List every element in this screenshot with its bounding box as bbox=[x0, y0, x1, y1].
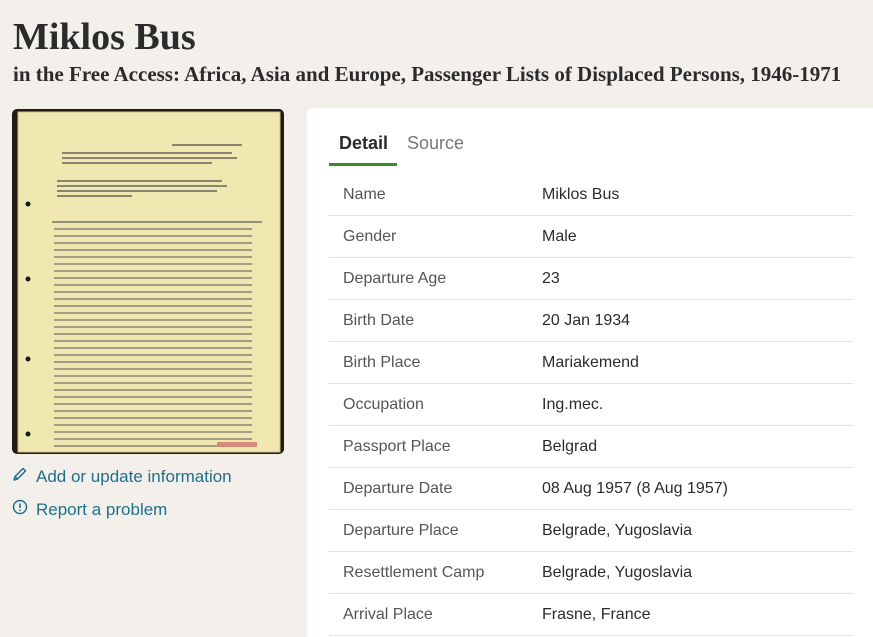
detail-row-resettlement-camp bbox=[329, 552, 853, 594]
detail-label: Departure Date bbox=[343, 479, 453, 497]
tab-bar bbox=[329, 130, 473, 166]
detail-value: Belgrad bbox=[542, 437, 598, 455]
collection-subtitle: in the Free Access: Africa, Asia and Europe, Passenger Lists of Displaced Persons, 1946-1971 bbox=[13, 62, 842, 86]
record-image-thumbnail[interactable] bbox=[12, 109, 284, 454]
pencil-icon bbox=[12, 466, 36, 487]
detail-row-departure-age bbox=[329, 258, 853, 300]
detail-value: 23 bbox=[542, 269, 560, 287]
detail-row-name bbox=[329, 174, 853, 216]
detail-row-departure-place bbox=[329, 510, 853, 552]
detail-row-gender bbox=[329, 216, 853, 258]
record-details-panel bbox=[307, 108, 873, 637]
detail-label: Resettlement Camp bbox=[343, 563, 485, 581]
detail-row-birth-place bbox=[329, 342, 853, 384]
detail-value: 20 Jan 1934 bbox=[542, 311, 631, 329]
detail-label: Arrival Place bbox=[343, 605, 433, 623]
detail-label: Birth Place bbox=[343, 353, 421, 371]
detail-value: Belgrade, Yugoslavia bbox=[542, 521, 693, 539]
detail-value: Mariakemend bbox=[542, 353, 639, 371]
add-update-info-label: Add or update information bbox=[36, 466, 232, 486]
detail-label: Gender bbox=[343, 227, 397, 245]
report-problem-link[interactable] bbox=[12, 499, 167, 520]
detail-value: Ing.mec. bbox=[542, 395, 604, 413]
tab-source[interactable]: Source bbox=[407, 133, 465, 153]
detail-label: Name bbox=[343, 185, 386, 203]
detail-value: 08 Aug 1957 (8 Aug 1957) bbox=[542, 479, 728, 497]
detail-value: Male bbox=[542, 227, 577, 245]
details-table bbox=[329, 174, 853, 636]
detail-label: Passport Place bbox=[343, 437, 451, 455]
detail-row-birth-date bbox=[329, 300, 853, 342]
page-title: Miklos Bus bbox=[13, 16, 196, 58]
detail-row-occupation bbox=[329, 384, 853, 426]
detail-label: Departure Age bbox=[343, 269, 447, 287]
detail-value: Frasne, France bbox=[542, 605, 651, 623]
detail-label: Occupation bbox=[343, 395, 424, 413]
alert-circle-icon bbox=[12, 499, 36, 520]
detail-label: Departure Place bbox=[343, 521, 459, 539]
detail-label: Birth Date bbox=[343, 311, 415, 329]
add-update-info-link[interactable] bbox=[12, 466, 232, 487]
document-scan-image bbox=[12, 109, 284, 454]
detail-row-departure-date bbox=[329, 468, 853, 510]
detail-row-arrival-place bbox=[329, 594, 853, 636]
tab-detail[interactable]: Detail bbox=[329, 130, 397, 166]
report-problem-label: Report a problem bbox=[36, 499, 168, 519]
detail-row-passport-place bbox=[329, 426, 853, 468]
detail-value: Miklos Bus bbox=[542, 185, 620, 203]
detail-value: Belgrade, Yugoslavia bbox=[542, 563, 693, 581]
